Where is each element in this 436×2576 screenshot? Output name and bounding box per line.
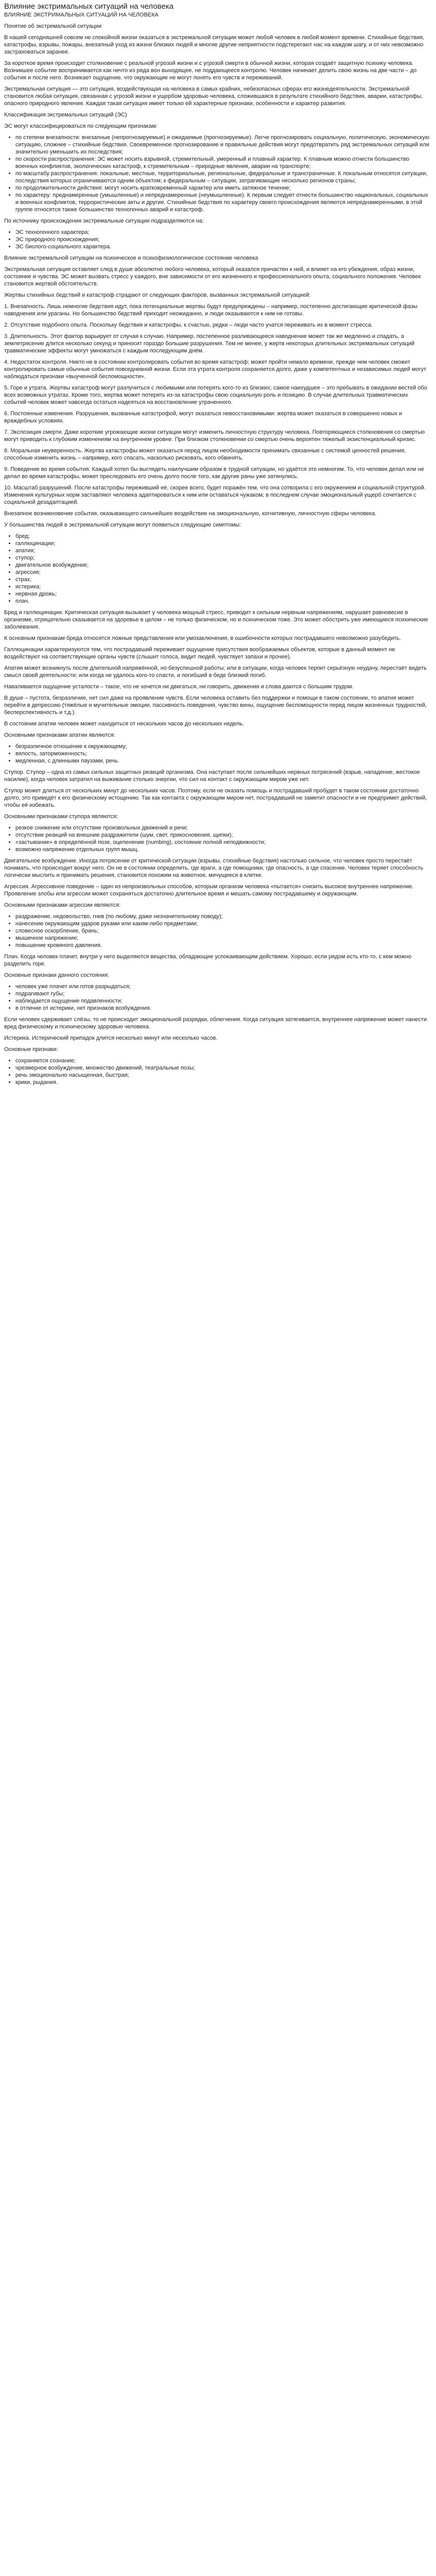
list-item: • ступор;: [15, 554, 431, 562]
list-item: • словесное оскорбление, брань;: [15, 927, 431, 935]
bullet-list: [4, 229, 431, 250]
bullet-list: [4, 824, 431, 853]
list-item: • «застывание» в определённой позе, оцепенение (numbing), состояние полной неподвижности;: [15, 839, 431, 846]
paragraph: Основными признаками апатии являются:: [4, 732, 115, 738]
paragraph: По источнику происхождения экстремальные ситуации подразделяются на:: [4, 218, 204, 224]
paragraph: В состоянии апатии человек может находиться от нескольких часов до нескольких недель.: [4, 721, 244, 727]
paragraph: В нашей сегодняшней совсем не спокойной жизни оказаться в экстремальной ситуации может любой человек в любой момент времени. Стихийные бедствия, катастрофы, взрывы, пожары, внезапный уход из жизни близких людей и многие другие неприятности подстерегают нас на каждом шагу, и от них невозможно застраховаться заранее.: [4, 35, 425, 55]
list-item: • по характеру: преднамеренные (умышленные) и непреднамеренные (неумышленные). К первым следует отнести большинство национальных, социальных и военных конфликтов, террористические акты и другие. Стихийные бедствия по характеру своего происхождения являются непреднамеренными, в этой группе относятся также большинство техногенных аварий и катастроф.: [15, 192, 431, 213]
paragraph: Двигательное возбуждение. Иногда потрясение от критической ситуации (взрывы, стихийные бедствия) настолько сильное, что человек просто перестаёт понимать, что происходит вокруг него. Он не в состоянии определить, где враги, а где помощники, где опасность, а где спасение. Человек теряет способность логически мыслить и принимать решения, становится похожим на животное, мечущееся в клетке.: [4, 858, 424, 878]
list-item: • по степени внезапности: внезапные (непрогнозируемые) и ожидаемые (прогнозируемые). Легче прогнозировать социальную, политическую, экономическую ситуацию, сложнее – стихийные бедствия. Своевременное прогнозирование и правильные действия могут предотвратить ряд экстремальных ситуаций или значительно уменьшить их последствия;: [15, 134, 431, 156]
list-item: • медленная, с длинными паузами, речь.: [15, 757, 431, 765]
list-item: • повышение кровяного давления.: [15, 942, 431, 949]
paragraph: Основными признаками ступора являются:: [4, 814, 118, 820]
list-item: • человек уже плачет или готов разрыдаться;: [15, 983, 431, 990]
list-item: • чрезмерное возбуждение, множество движений, театральные позы;: [15, 1064, 431, 1072]
paragraph: Бред и галлюцинации. Критическая ситуация вызывает у человека мощный стресс, приводит к сильным нервным напряжениям, нарушает равновесие в организме, отрицательно сказывается на здоровье в целом – не только физическом, но и психическом тоже. Это может обострить уже имеющиеся психические заболевания.: [4, 609, 428, 630]
paragraph: Внезапное возникновение события, оказывающего сильнейшее воздействие на эмоциональную, когнитивную, личностную сферы человека.: [4, 511, 377, 517]
list-item: • ЭС биолого-социального характера.: [15, 243, 431, 250]
list-item: • мышечное напряжение;: [15, 935, 431, 942]
paragraph: ЭС могут классифицироваться по следующим признакам:: [4, 123, 158, 129]
list-item: • по масштабу распространения: локальные, местные, территориальные, региональные, федеральные и трансграничные. К локальным относятся ситуации, последствия которых ограничиваются одним объектом; к федеральным – ситуации, затрагивающие несколько регионов страны;: [15, 170, 431, 184]
paragraph: У большинства людей в экстремальной ситуации могут появиться следующие симптомы:: [4, 522, 241, 528]
article-title: Влияние экстримальных ситуаций на человека: [4, 2, 174, 11]
list-item: • истерика;: [15, 583, 431, 590]
bullet-list: [4, 1057, 431, 1086]
paragraph: 5. Горе и утрата. Жертвы катастроф могут разлучиться с любимыми или потерять кого-то из близких; самое наихудшее – это пребывать в ожидании вестей обо всех возможных утратах. Кроме того, жертва может потерять из-за катастрофы свою социальную роль и позицию. В случае длительных травматических событий человек может навсегда остаться надеяться на восстановление утраченного.: [4, 385, 427, 405]
paragraph: 8. Моральная неуверенность. Жертва катастрофы может оказаться перед лицом необходимости принимать связанные с системой ценностей решения, способные изменить жизнь – например, кого спасать, насколько рисковать, кого обвинять.: [4, 448, 406, 461]
paragraph: Плач. Когда человек плачет, внутри у него выделяются вещества, обладающие успокаивающим действием. Хорошо, если рядом есть кто-то, с кем можно разделить горе.: [4, 954, 412, 967]
paragraph: Ступор. Ступор – одна из самых сильных защитных реакций организма. Она наступает после сильнейших нервных потрясений (взрыв, нападение, жестокое насилие), когда человек затратил на выживание столько энергии, что сил на контакт с окружающим миром уже нет.: [4, 769, 420, 783]
paragraph: В душе – пустота, безразличие, нет сил даже на проявление чувств. Если человека оставить без поддержки и помощи в таком состоянии, то апатия может перейти в депрессию (тяжёлые и мучительные эмоции, пассивность поведения, чувство вины, ощущение беспомощности перед лицом жизненных трудностей, бесперспективность и т.д.).: [4, 695, 427, 716]
paragraph: 3. Длительность. Этот фактор варьирует от случая к случаю. Например, постепенное разливающееся наводнение может так же медленно и спадать, а землетрясение длится несколько секунд и приносит гораздо большие разрушения. Тем не менее, у жертв некоторых длительных экстремальных ситуаций травматические эффекты могут умножаться с каждым последующим днём.: [4, 333, 415, 354]
list-item: • подрагивают губы;: [15, 990, 431, 997]
list-item: • ЭС природного происхождения;: [15, 236, 431, 243]
paragraph: Экстремальная ситуация оставляет след в душе абсолютно любого человека, который оказался причастен к ней, и влияет на его убеждения, образ жизни, состояние и чувства. ЭС может вызвать стресс у каждого, вне зависимости от его жизненного и профессионального опыта, социального положения. Человек становится жертвой обстоятельств.: [4, 266, 421, 287]
list-item: • нанесение окружающим ударов руками или каким-либо предметами;: [15, 920, 431, 927]
paragraph: 9. Поведение во время события. Каждый хотел бы выглядеть наилучшим образом в трудной ситуации, но удаётся это немногим. То, что человек делал или не делал во время катастрофы, может преследовать его очень долго после того, как другие раны уже затянулись.: [4, 466, 424, 480]
list-item: • речь эмоционально насыщенная, быстрая;: [15, 1072, 431, 1079]
paragraph: Агрессия. Агрессивное поведение – один из непроизвольных способов, которым организм человека «пытается» снизить высокое внутреннее напряжение. Проявление злобы или агрессии может сохраняться достаточно длительное время и мешать самому пострадавшему и окружающим.: [4, 884, 414, 897]
list-item: • наблюдается ощущение подавленности;: [15, 997, 431, 1005]
paragraph: За короткое время происходит столкновение с реальной угрозой жизни и с угрозой смерти в обычной жизни, которая создаёт защитную психику человека. Возникшее событие воспринимается как нечто из ряда вон выходящее, не поддающееся контролю. Человек начинает делить свою жизнь на две части – до события и после него. Возникает ощущение, что окружающие не могут понять его чувств и переживаний.: [4, 60, 417, 81]
article-subtitle: ВЛИЯНИЕ ЭКСТРИМАЛЬНЫХ СИТУАЦИЙ НА ЧЕЛОВЕКА: [4, 12, 159, 18]
list-item: • плач.: [15, 598, 431, 605]
paragraph: 1. Внезапность. Лишь немногие бедствия идут, пока потенциальные жертвы будут предупреждены – например, постепенно достигающие критической фазы наводнения или ураганы. Но большинство бедствий приходит неожиданно, и люди оказываются к ним не готовы.: [4, 303, 417, 317]
list-item: • галлюцинации;: [15, 540, 431, 547]
paragraph: Основные признаки:: [4, 1046, 58, 1053]
list-item: • раздражение, недовольство, гнев (по любому, даже незначительному поводу);: [15, 913, 431, 920]
paragraph: Галлюцинации характеризуются тем, что пострадавший переживает ощущение присутствия воображаемых объектов, которые в данный момент не воздействуют на соответствующие органы чувств (слышит голоса, видит людей, чувствует запахи и прочее).: [4, 647, 395, 660]
bullet-list: [4, 743, 431, 765]
list-item: • вялость, заторможенность;: [15, 750, 431, 757]
paragraph: Понятие об экстремальной ситуации: [4, 23, 102, 29]
bullet-list: [4, 134, 431, 213]
paragraph: Классификация экстремальных ситуаций (ЭС): [4, 112, 127, 118]
list-item: • нервная дрожь;: [15, 590, 431, 598]
paragraph: 2. Отсутствие подобного опыта. Поскольку бедствия и катастрофы, к счастью, редки – люди часто учатся переживать их в момент стресса.: [4, 322, 373, 328]
paragraph: Наваливается ощущение усталости – такое, что не хочется ни двигаться, ни говорить, движения и слова даются с большим трудом.: [4, 684, 354, 690]
paragraph: Ступор может длиться от нескольких минут до нескольких часов. Поэтому, если не оказать помощь и пострадавший пробудет в таком состоянии достаточно долго, это приведёт к его физическому истощению. Так как контакта с окружающим миром нет, пострадавший не заметит опасности и не предпримет действий, чтобы её избежать.: [4, 788, 427, 808]
article-body: [4, 23, 431, 1086]
paragraph: Жертвы стихийных бедствий и катастроф страдают от следующих факторов, вызванных экстремальной ситуацией:: [4, 292, 311, 298]
list-item: • агрессия;: [15, 569, 431, 576]
paragraph: Влияние экстремальной ситуации на психическое и психофизиологическое состояние человека: [4, 255, 258, 261]
list-item: • резкое снижение или отсутствие произвольных движений и речи;: [15, 824, 431, 832]
list-item: • крики, рыдания.: [15, 1079, 431, 1086]
list-item: • бред;: [15, 533, 431, 540]
paragraph: Истерика. Истерический припадок длится несколько минут или несколько часов.: [4, 1035, 218, 1041]
paragraph: 7. Экспозиция смерти. Даже короткие угрожающие жизни ситуации могут изменить личностную структуру человека. Повторяющиеся столкновения со смертью могут приводить к глубоким изменениям на внутреннем уровне. При близком столкновении со смертью очень вероятен тяжелый экзистенциальный кризис.: [4, 429, 425, 443]
list-item: • двигательное возбуждение;: [15, 562, 431, 569]
list-item: • в отличие от истерики, нет признаков возбуждения.: [15, 1005, 431, 1012]
paragraph: 6. Постоянные изменения. Разрушения, вызванные катастрофой, могут оказаться невосстановимыми: жертва может оказаться в совершенно новых и враждебных условиях.: [4, 411, 403, 424]
list-item: • возможно напряжение отдельных групп мышц.: [15, 846, 431, 853]
list-item: • по продолжительности действия: могут носить кратковременный характер или иметь затяжное течение;: [15, 184, 431, 192]
list-item: • безразличное отношение к окружающему;: [15, 743, 431, 750]
list-item: • ЭС техногенного характера;: [15, 229, 431, 236]
paragraph: Основными признаками агрессии являются:: [4, 902, 121, 908]
article: [0, 0, 436, 1086]
paragraph: Если человек сдерживает слёзы, то не происходит эмоциональной разрядки, облегчения. Когда ситуация затягивается, внутреннее напряжение может нанести вред физическому и психическому здоровью человека.: [4, 1016, 427, 1030]
paragraph: Основные признаки данного состояния:: [4, 972, 109, 978]
paragraph: 10. Масштаб разрушений. После катастрофы переживший её, скорее всего, будет поражён тем, что она сотворила с его окружением и социальной структурой. Изменения культурных норм заставляют человека адаптироваться к ним или оставаться чужаком; в последнем случае эмоциональный ущерб сочетается с социальной дезадаптацией.: [4, 485, 426, 505]
list-item: • по скорости распространения: ЭС может носить взрывной, стремительный, умеренный и плавный характер. К плавным можно отнести большинство военных конфликтов, экологических катастроф, к стремительным – природные явления, аварии на транспорте;: [15, 156, 431, 170]
list-item: • сохраняется сознание;: [15, 1057, 431, 1064]
list-item: • страх;: [15, 576, 431, 583]
paragraph: 4. Недостаток контроля. Никто не в состоянии контролировать события во время катастроф; может пройти немало времени, прежде чем человек сможет контролировать самые обычные события повседневной жизни. Если эта утрата контроля сохраняется долго, даже у компетентных и независимых людей могут наблюдаться признаки «выученной беспомощности».: [4, 359, 427, 380]
list-item: • отсутствие реакций на внешние раздражители (шум, свет, прикосновения, щипки);: [15, 832, 431, 839]
bullet-list: [4, 533, 431, 605]
paragraph: Экстремальная ситуация — это ситуация, воздействующая на человека в самых крайних, небезопасных сферах его жизнедеятельности. Экстремальной становится любая ситуация, связанная с угрозой жизни и ущербом здоровью человека, сложившаяся в результате стихийного бедствия, аварии, катастрофы, опасного природного явления. Каждая такая ситуация имеет только ей характерные признаки, особенности и характер развития.: [4, 86, 423, 107]
paragraph: Апатия может возникнуть после длительной напряжённой, но безуспешной работы; или в ситуации, когда человек терпит серьёзную неудачу, перестаёт видеть смысл своей деятельности; или когда не удалось кого-то спасти, и погибший в беде близкий погиб.: [4, 665, 427, 679]
list-item: • апатия;: [15, 547, 431, 554]
paragraph: К основным признакам бреда относятся ложные представления или умозаключения, в ошибочности которых пострадавшего невозможно разубедить.: [4, 635, 402, 641]
bullet-list: [4, 983, 431, 1012]
bullet-list: [4, 913, 431, 949]
